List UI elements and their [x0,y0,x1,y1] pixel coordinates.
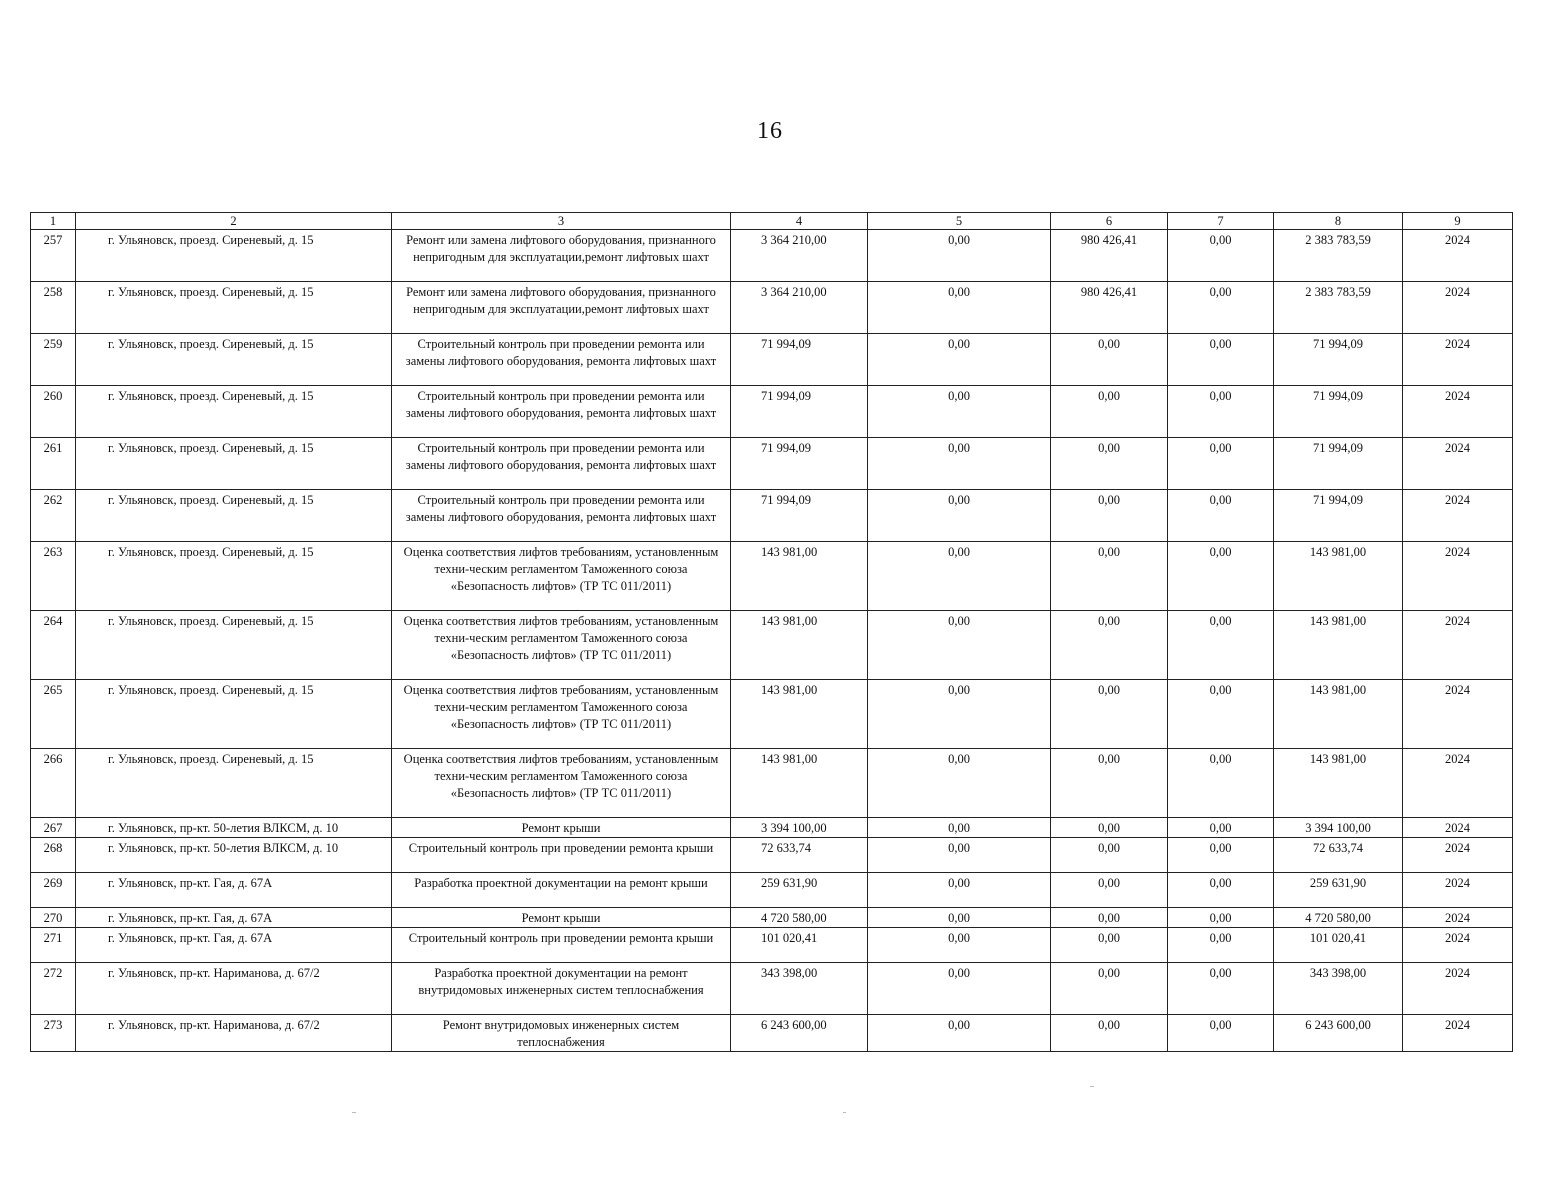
cell-n: 261 [31,438,76,490]
cell-c4: 71 994,09 [731,334,868,386]
cell-c6: 0,00 [1051,928,1168,963]
cell-c7: 0,00 [1168,908,1274,928]
cell-address: г. Ульяновск, пр-кт. 50-летия ВЛКСМ, д. 10 [76,838,392,873]
cell-c8: 2 383 783,59 [1274,282,1403,334]
cell-c8: 72 633,74 [1274,838,1403,873]
cell-c6: 0,00 [1051,611,1168,680]
table-row [31,282,1513,334]
cell-c6: 0,00 [1051,490,1168,542]
cell-c8: 3 394 100,00 [1274,818,1403,838]
cell-c8: 259 631,90 [1274,873,1403,908]
cell-year: 2024 [1403,611,1513,680]
cell-n: 271 [31,928,76,963]
table-row [31,490,1513,542]
cell-work: Ремонт крыши [392,818,731,838]
cell-c4: 3 364 210,00 [731,230,868,282]
cell-work: Ремонт крыши [392,908,731,928]
cell-c5: 0,00 [868,334,1051,386]
cell-work: Строительный контроль при проведении ремонта или замены лифтового оборудования, ремонта лифтовых шахт [392,334,731,386]
column-header: 9 [1403,213,1513,230]
cell-work: Строительный контроль при проведении ремонта крыши [392,838,731,873]
cell-c4: 6 243 600,00 [731,1015,868,1052]
cell-c7: 0,00 [1168,680,1274,749]
cell-c6: 0,00 [1051,838,1168,873]
cell-year: 2024 [1403,490,1513,542]
cell-c6: 0,00 [1051,334,1168,386]
cell-address: г. Ульяновск, пр-кт. 50-летия ВЛКСМ, д. 10 [76,818,392,838]
repair-schedule-table [30,212,1513,1052]
cell-work: Оценка соответствия лифтов требованиям, установленным техни-ческим регламентом Таможенного союза «Безопасность лифтов» (ТР ТС 011/2011) [392,680,731,749]
cell-c6: 0,00 [1051,438,1168,490]
cell-c5: 0,00 [868,928,1051,963]
cell-c5: 0,00 [868,749,1051,818]
cell-year: 2024 [1403,818,1513,838]
cell-c8: 343 398,00 [1274,963,1403,1015]
cell-c5: 0,00 [868,438,1051,490]
cell-c5: 0,00 [868,818,1051,838]
cell-address: г. Ульяновск, проезд. Сиреневый, д. 15 [76,386,392,438]
cell-c8: 4 720 580,00 [1274,908,1403,928]
scan-artifact-line [1090,1086,1094,1087]
cell-address: г. Ульяновск, проезд. Сиреневый, д. 15 [76,749,392,818]
cell-c5: 0,00 [868,873,1051,908]
cell-n: 263 [31,542,76,611]
cell-c7: 0,00 [1168,438,1274,490]
cell-year: 2024 [1403,282,1513,334]
table-row [31,230,1513,282]
cell-c7: 0,00 [1168,963,1274,1015]
cell-c6: 0,00 [1051,818,1168,838]
column-header: 5 [868,213,1051,230]
cell-c8: 71 994,09 [1274,386,1403,438]
cell-work: Ремонт или замена лифтового оборудования, признанного непригодным для эксплуатации,ремонт лифтовых шахт [392,282,731,334]
cell-c8: 2 383 783,59 [1274,230,1403,282]
cell-c4: 143 981,00 [731,680,868,749]
cell-year: 2024 [1403,386,1513,438]
cell-c7: 0,00 [1168,282,1274,334]
cell-year: 2024 [1403,908,1513,928]
cell-c8: 101 020,41 [1274,928,1403,963]
cell-address: г. Ульяновск, пр-кт. Нариманова, д. 67/2 [76,963,392,1015]
cell-work: Строительный контроль при проведении ремонта крыши [392,928,731,963]
cell-n: 266 [31,749,76,818]
cell-c4: 71 994,09 [731,490,868,542]
cell-address: г. Ульяновск, проезд. Сиреневый, д. 15 [76,680,392,749]
cell-c6: 0,00 [1051,873,1168,908]
cell-work: Оценка соответствия лифтов требованиям, установленным техни-ческим регламентом Таможенного союза «Безопасность лифтов» (ТР ТС 011/2011) [392,542,731,611]
table-row [31,963,1513,1015]
cell-c8: 143 981,00 [1274,749,1403,818]
cell-c5: 0,00 [868,963,1051,1015]
cell-c6: 0,00 [1051,908,1168,928]
table-row [31,928,1513,963]
cell-c4: 71 994,09 [731,438,868,490]
cell-n: 262 [31,490,76,542]
cell-year: 2024 [1403,438,1513,490]
cell-year: 2024 [1403,838,1513,873]
cell-address: г. Ульяновск, проезд. Сиреневый, д. 15 [76,611,392,680]
cell-c6: 0,00 [1051,542,1168,611]
cell-c7: 0,00 [1168,838,1274,873]
cell-c6: 0,00 [1051,963,1168,1015]
cell-c5: 0,00 [868,282,1051,334]
cell-address: г. Ульяновск, пр-кт. Гая, д. 67А [76,873,392,908]
table-row [31,908,1513,928]
cell-c6: 980 426,41 [1051,230,1168,282]
cell-c8: 71 994,09 [1274,438,1403,490]
cell-c8: 143 981,00 [1274,680,1403,749]
cell-c6: 980 426,41 [1051,282,1168,334]
cell-c5: 0,00 [868,611,1051,680]
cell-address: г. Ульяновск, пр-кт. Гая, д. 67А [76,928,392,963]
column-header: 6 [1051,213,1168,230]
cell-c4: 143 981,00 [731,542,868,611]
cell-c7: 0,00 [1168,928,1274,963]
cell-work: Оценка соответствия лифтов требованиям, установленным техни-ческим регламентом Таможенного союза «Безопасность лифтов» (ТР ТС 011/2011) [392,611,731,680]
table-row [31,818,1513,838]
cell-address: г. Ульяновск, проезд. Сиреневый, д. 15 [76,282,392,334]
cell-address: г. Ульяновск, проезд. Сиреневый, д. 15 [76,490,392,542]
cell-work: Разработка проектной документации на ремонт крыши [392,873,731,908]
cell-c4: 143 981,00 [731,611,868,680]
cell-n: 260 [31,386,76,438]
cell-c7: 0,00 [1168,334,1274,386]
cell-n: 257 [31,230,76,282]
cell-year: 2024 [1403,749,1513,818]
cell-c7: 0,00 [1168,611,1274,680]
cell-address: г. Ульяновск, пр-кт. Нариманова, д. 67/2 [76,1015,392,1052]
cell-c6: 0,00 [1051,749,1168,818]
cell-c6: 0,00 [1051,680,1168,749]
column-header: 1 [31,213,76,230]
cell-year: 2024 [1403,928,1513,963]
cell-n: 269 [31,873,76,908]
cell-c5: 0,00 [868,838,1051,873]
table-body [31,230,1513,1052]
table-row [31,386,1513,438]
cell-address: г. Ульяновск, проезд. Сиреневый, д. 15 [76,438,392,490]
cell-year: 2024 [1403,963,1513,1015]
cell-c4: 3 394 100,00 [731,818,868,838]
cell-year: 2024 [1403,680,1513,749]
cell-c4: 343 398,00 [731,963,868,1015]
cell-n: 268 [31,838,76,873]
cell-c8: 6 243 600,00 [1274,1015,1403,1052]
cell-work: Ремонт внутридомовых инженерных систем теплоснабжения [392,1015,731,1052]
cell-n: 270 [31,908,76,928]
cell-n: 265 [31,680,76,749]
page-number: 16 [757,118,783,144]
cell-work: Разработка проектной документации на ремонт внутридомовых инженерных систем теплоснабжения [392,963,731,1015]
column-header: 8 [1274,213,1403,230]
cell-year: 2024 [1403,542,1513,611]
table-row [31,438,1513,490]
scan-artifact-line [843,1112,846,1113]
column-number-row [31,213,1513,230]
table-row [31,680,1513,749]
cell-c8: 143 981,00 [1274,542,1403,611]
cell-work: Ремонт или замена лифтового оборудования, признанного непригодным для эксплуатации,ремонт лифтовых шахт [392,230,731,282]
cell-c4: 259 631,90 [731,873,868,908]
cell-c5: 0,00 [868,230,1051,282]
cell-c7: 0,00 [1168,818,1274,838]
table-row [31,611,1513,680]
cell-address: г. Ульяновск, проезд. Сиреневый, д. 15 [76,334,392,386]
cell-c4: 101 020,41 [731,928,868,963]
cell-year: 2024 [1403,230,1513,282]
cell-n: 272 [31,963,76,1015]
cell-c8: 71 994,09 [1274,490,1403,542]
cell-work: Строительный контроль при проведении ремонта или замены лифтового оборудования, ремонта лифтовых шахт [392,386,731,438]
cell-year: 2024 [1403,873,1513,908]
cell-c7: 0,00 [1168,1015,1274,1052]
cell-n: 267 [31,818,76,838]
cell-c5: 0,00 [868,1015,1051,1052]
cell-work: Строительный контроль при проведении ремонта или замены лифтового оборудования, ремонта лифтовых шахт [392,490,731,542]
cell-c5: 0,00 [868,386,1051,438]
scan-artifact-line [352,1112,356,1113]
cell-work: Оценка соответствия лифтов требованиям, установленным техни-ческим регламентом Таможенного союза «Безопасность лифтов» (ТР ТС 011/2011) [392,749,731,818]
cell-c7: 0,00 [1168,873,1274,908]
cell-c4: 72 633,74 [731,838,868,873]
cell-c7: 0,00 [1168,230,1274,282]
cell-c5: 0,00 [868,542,1051,611]
column-header: 4 [731,213,868,230]
table-row [31,873,1513,908]
cell-c5: 0,00 [868,908,1051,928]
table-row [31,334,1513,386]
cell-c4: 3 364 210,00 [731,282,868,334]
cell-c8: 71 994,09 [1274,334,1403,386]
cell-c7: 0,00 [1168,490,1274,542]
cell-c7: 0,00 [1168,749,1274,818]
cell-c4: 143 981,00 [731,749,868,818]
column-header: 3 [392,213,731,230]
table-row [31,542,1513,611]
cell-c6: 0,00 [1051,386,1168,438]
cell-work: Строительный контроль при проведении ремонта или замены лифтового оборудования, ремонта лифтовых шахт [392,438,731,490]
cell-c7: 0,00 [1168,542,1274,611]
table-row [31,749,1513,818]
cell-c4: 4 720 580,00 [731,908,868,928]
column-header: 2 [76,213,392,230]
cell-year: 2024 [1403,1015,1513,1052]
table-row [31,1015,1513,1052]
cell-c6: 0,00 [1051,1015,1168,1052]
cell-year: 2024 [1403,334,1513,386]
cell-c7: 0,00 [1168,386,1274,438]
cell-c5: 0,00 [868,490,1051,542]
cell-n: 259 [31,334,76,386]
cell-n: 258 [31,282,76,334]
cell-n: 264 [31,611,76,680]
cell-address: г. Ульяновск, пр-кт. Гая, д. 67А [76,908,392,928]
cell-n: 273 [31,1015,76,1052]
cell-address: г. Ульяновск, проезд. Сиреневый, д. 15 [76,230,392,282]
cell-c8: 143 981,00 [1274,611,1403,680]
cell-c4: 71 994,09 [731,386,868,438]
cell-c5: 0,00 [868,680,1051,749]
cell-address: г. Ульяновск, проезд. Сиреневый, д. 15 [76,542,392,611]
table-row [31,838,1513,873]
column-header: 7 [1168,213,1274,230]
